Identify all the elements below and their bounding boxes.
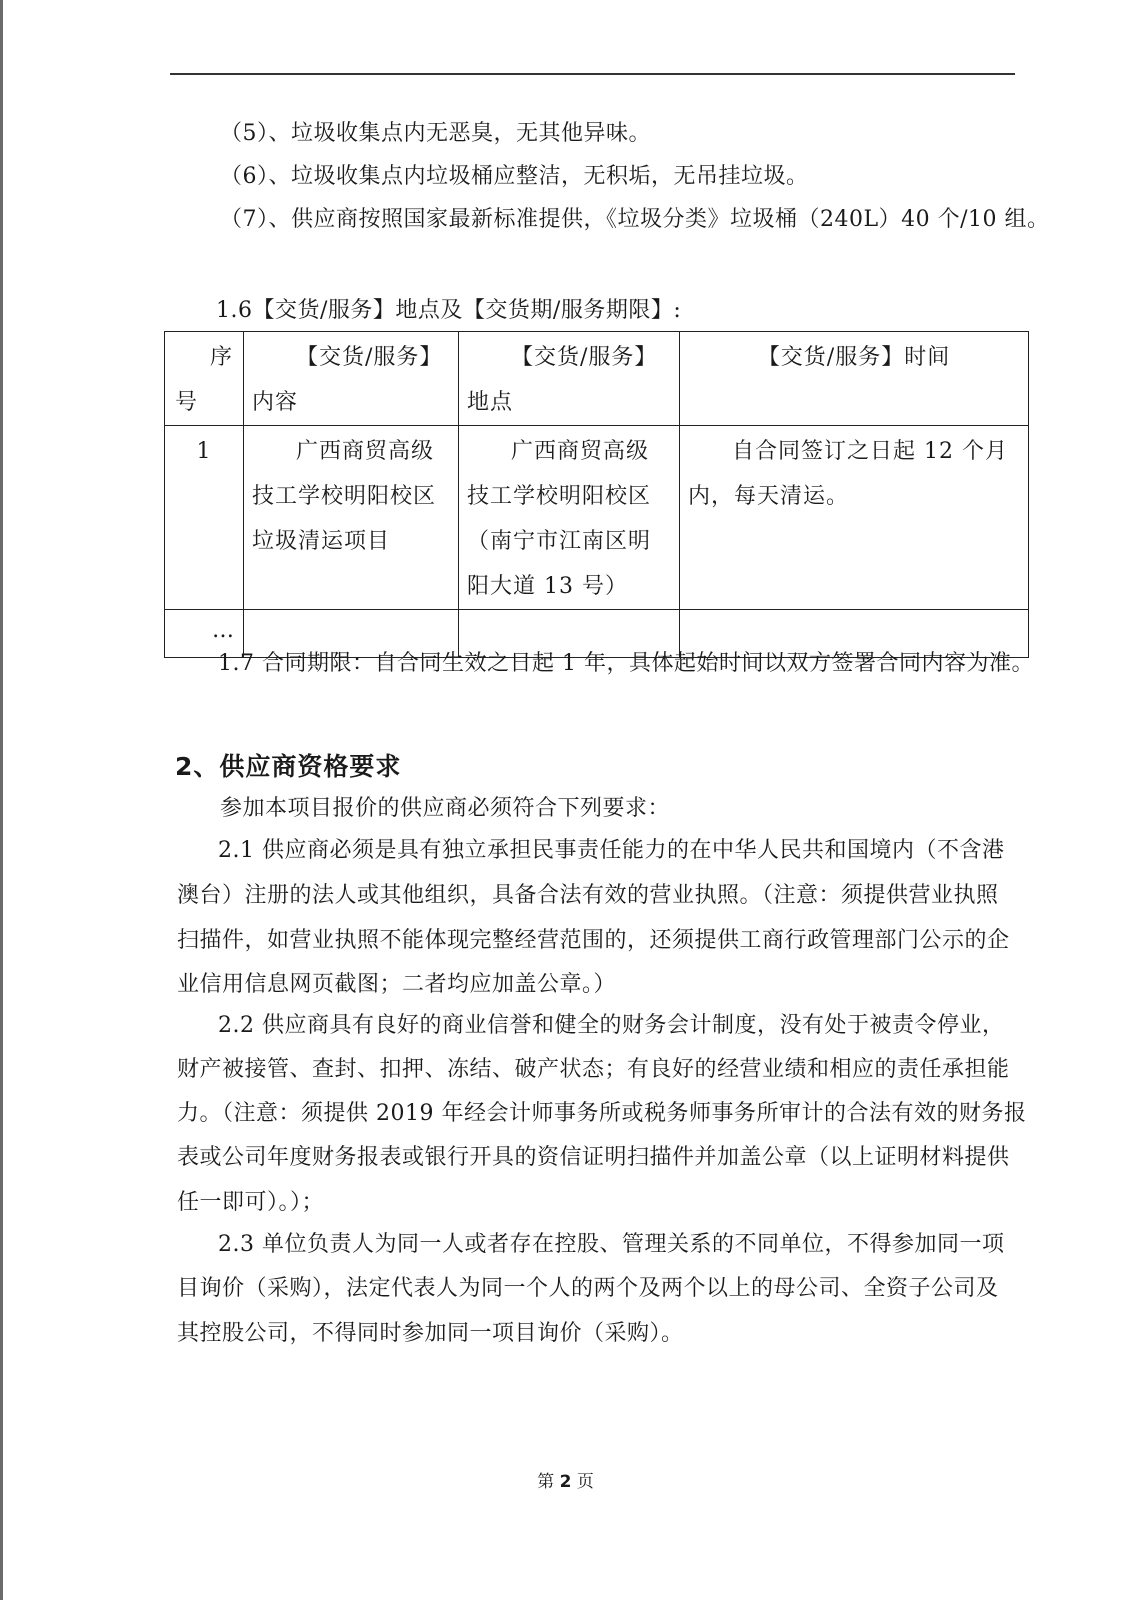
para-2-1-line: 业信用信息网页截图；二者均应加盖公章。） bbox=[177, 972, 617, 997]
para-2-3-line: 目询价（采购），法定代表人为同一个人的两个及两个以上的母公司、全资子公司及 bbox=[177, 1276, 999, 1301]
page-number: 第 2 页 bbox=[537, 1472, 594, 1492]
header-number: 序 号 bbox=[165, 332, 244, 426]
para-2-3-line: 2.3 单位负责人为同一人或者存在控股、管理关系的不同单位，不得参加同一项 bbox=[218, 1232, 1005, 1257]
qualification-intro: 参加本项目报价的供应商必须符合下列要求： bbox=[220, 796, 671, 821]
row-ellipsis: … bbox=[165, 610, 244, 658]
requirement-5: （5）、垃圾收集点内无恶臭，无其他异味。 bbox=[220, 121, 651, 146]
requirement-6: （6）、垃圾收集点内垃圾桶应整洁，无积垢，无吊挂垃圾。 bbox=[220, 164, 809, 189]
header-content: 【交货/服务】内容 bbox=[244, 332, 459, 426]
para-2-2-line: 表或公司年度财务报表或银行开具的资信证明扫描件并加盖公章（以上证明材料提供 bbox=[177, 1145, 1010, 1170]
header-rule bbox=[170, 73, 1015, 75]
para-2-3-line: 其控股公司，不得同时参加同一项目询价（采购）。 bbox=[177, 1321, 684, 1346]
delivery-table bbox=[164, 331, 1029, 658]
row-number: 1 bbox=[165, 426, 244, 610]
table-header-row bbox=[165, 332, 1029, 426]
table-row bbox=[165, 426, 1029, 610]
header-place: 【交货/服务】地点 bbox=[459, 332, 680, 426]
para-2-2-line: 2.2 供应商具有良好的商业信誉和健全的财务会计制度，没有处于被责令停业， bbox=[218, 1013, 1005, 1038]
scan-edge bbox=[0, 0, 3, 1600]
section-1-6-title: 1.6【交货/服务】地点及【交货期/服务期限】: bbox=[216, 298, 682, 323]
para-2-2-line: 力。（注意：须提供 2019 年经会计师事务所或税务师事务所审计的合法有效的财务报 bbox=[177, 1101, 1027, 1126]
para-2-1-line: 扫描件，如营业执照不能体现完整经营范围的，还须提供工商行政管理部门公示的企 bbox=[177, 928, 1010, 953]
para-2-1-line: 澳台）注册的法人或其他组织，具备合法有效的营业执照。（注意：须提供营业执照 bbox=[177, 883, 999, 908]
requirement-7: （7）、供应商按照国家最新标准提供，《垃圾分类》垃圾桶（240L）40 个/10 组。 bbox=[220, 207, 1050, 232]
row-content: 广西商贸高级技工学校明阳校区垃圾清运项目 bbox=[244, 426, 459, 610]
row-place: 广西商贸高级技工学校明阳校区（南宁市江南区明阳大道 13 号） bbox=[459, 426, 680, 610]
para-2-2-line: 任一即可）。）； bbox=[177, 1190, 325, 1215]
row-time: 自合同签订之日起 12 个月内，每天清运。 bbox=[680, 426, 1029, 610]
section-1-7: 1.7 合同期限：自合同生效之日起 1 年，具体起始时间以双方签署合同内容为准。 bbox=[218, 651, 1034, 676]
header-time: 【交货/服务】时间 bbox=[680, 332, 1029, 426]
para-2-1-line: 2.1 供应商必须是具有独立承担民事责任能力的在中华人民共和国境内（不含港 bbox=[218, 838, 1005, 863]
para-2-2-line: 财产被接管、查封、扣押、冻结、破产状态；有良好的经营业绩和相应的责任承担能 bbox=[177, 1057, 1010, 1082]
section-2-heading: 2、供应商资格要求 bbox=[175, 752, 402, 781]
